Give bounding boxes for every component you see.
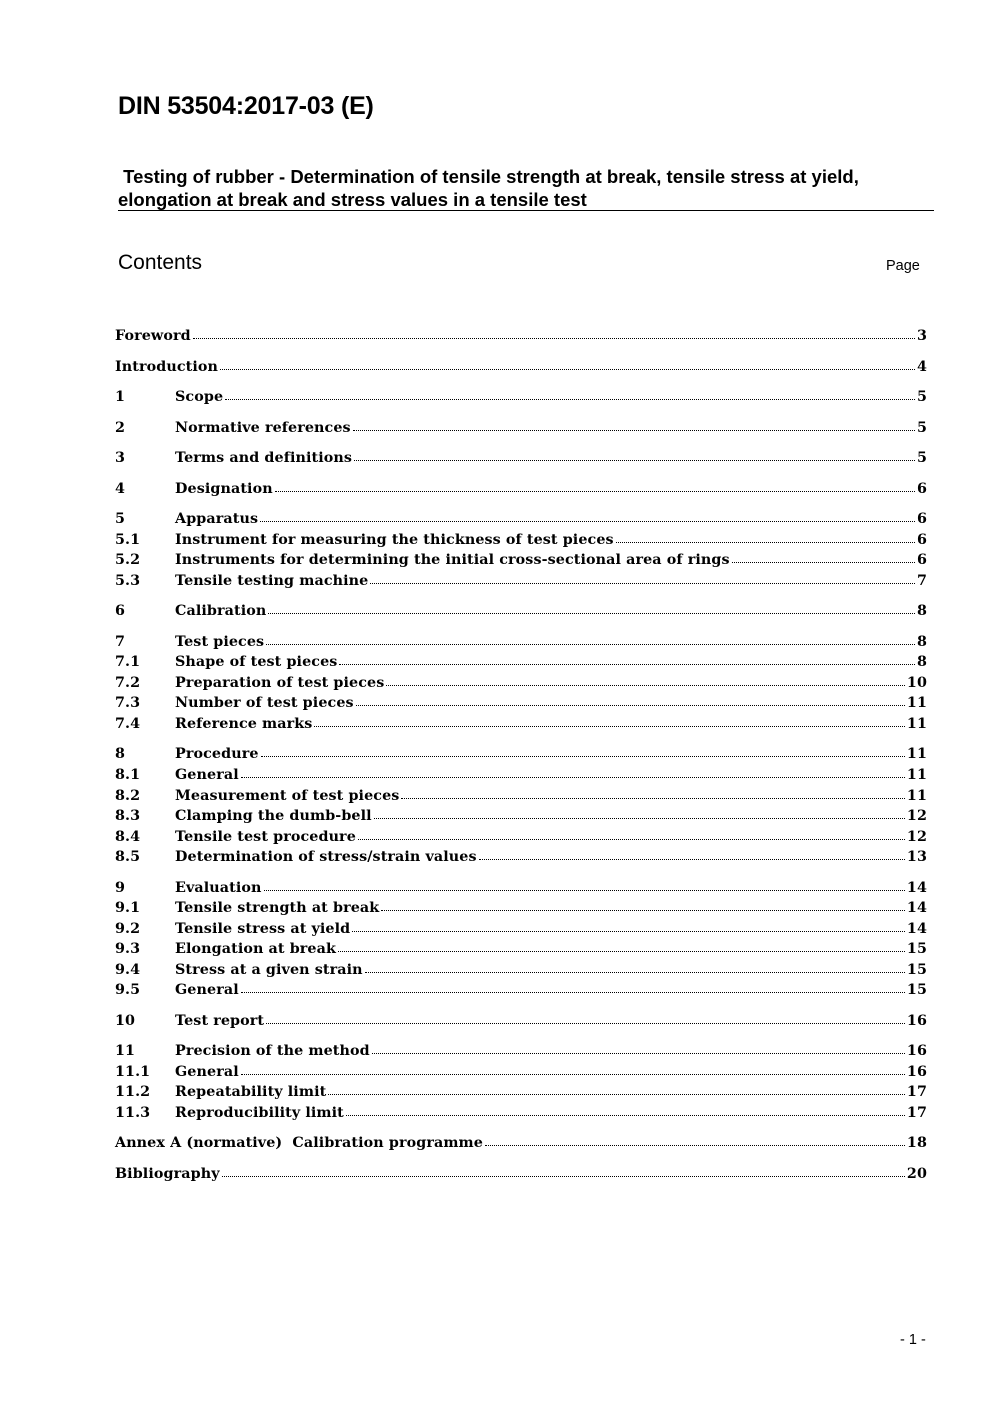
toc-entry-page: 5	[916, 420, 927, 436]
toc-entry[interactable]	[115, 552, 927, 572]
toc-entry-number: 9.1	[115, 900, 141, 916]
toc-entry[interactable]	[115, 603, 927, 623]
document-title-line-2: elongation at break and stress values in a tensile test	[118, 189, 587, 210]
toc-entry-title: Measurement of test pieces	[175, 788, 400, 804]
toc-entry-number: 9.3	[115, 941, 141, 957]
toc-entry[interactable]	[115, 921, 927, 941]
toc-entry-title: Procedure	[175, 746, 259, 762]
toc-entry-number: 2	[115, 420, 126, 436]
toc-dot-leader	[241, 776, 905, 778]
toc-entry[interactable]	[115, 654, 927, 674]
toc-entry[interactable]	[115, 675, 927, 695]
toc-entry-title: Determination of stress/strain values	[175, 849, 477, 865]
toc-entry-title: Repeatability limit	[175, 1084, 327, 1100]
toc-entry-title: Tensile strength at break	[175, 900, 380, 916]
toc-entry-page: 20	[906, 1166, 927, 1182]
toc-entry-page: 7	[916, 573, 927, 589]
toc-dot-leader	[314, 725, 904, 727]
toc-entry-page: 14	[906, 880, 927, 896]
toc-entry[interactable]	[115, 481, 927, 501]
toc-entry-page: 11	[906, 716, 927, 732]
toc-entry[interactable]	[115, 808, 927, 828]
document-title-line-1: Testing of rubber - Determination of tensile strength at break, tensile stress at yield,	[118, 166, 859, 187]
toc-entry[interactable]	[115, 1064, 927, 1084]
toc-entry-title: Shape of test pieces	[175, 654, 338, 670]
toc-entry[interactable]	[115, 573, 927, 593]
toc-dot-leader	[268, 612, 915, 614]
toc-entry-number: 8.2	[115, 788, 141, 804]
toc-entry[interactable]	[115, 829, 927, 849]
toc-entry-page: 11	[906, 788, 927, 804]
toc-entry[interactable]	[115, 716, 927, 736]
toc-entry-title: Precision of the method	[175, 1043, 370, 1059]
toc-entry-page: 14	[906, 900, 927, 916]
toc-entry-number: 7	[115, 634, 126, 650]
toc-dot-leader	[339, 663, 915, 665]
toc-dot-leader	[616, 541, 915, 543]
toc-entry[interactable]	[115, 1135, 927, 1155]
toc-entry[interactable]	[115, 634, 927, 654]
toc-dot-leader	[275, 490, 915, 492]
toc-entry-page: 3	[916, 328, 927, 344]
toc-entry-page: 8	[916, 654, 927, 670]
toc-dot-leader	[372, 1052, 905, 1054]
toc-entry-number: 7.1	[115, 654, 141, 670]
toc-entry-title: Tensile testing machine	[175, 573, 369, 589]
toc-entry[interactable]	[115, 389, 927, 409]
toc-entry-page: 6	[916, 511, 927, 527]
toc-entry-page: 17	[906, 1105, 927, 1121]
toc-dot-leader	[386, 684, 905, 686]
toc-entry-page: 8	[916, 634, 927, 650]
toc-entry-number: 5	[115, 511, 126, 527]
toc-entry-page: 10	[906, 675, 927, 691]
toc-entry-number: 4	[115, 481, 126, 497]
toc-entry-number: 8	[115, 746, 126, 762]
toc-dot-leader	[732, 561, 915, 563]
toc-entry[interactable]	[115, 880, 927, 900]
toc-entry-number: 11.2	[115, 1084, 151, 1100]
toc-entry[interactable]	[115, 1105, 927, 1125]
toc-dot-leader	[260, 520, 915, 522]
toc-entry-title: Test pieces	[175, 634, 265, 650]
toc-dot-leader	[353, 429, 915, 431]
toc-entry-page: 15	[906, 982, 927, 998]
toc-entry-number: 11.1	[115, 1064, 151, 1080]
toc-dot-leader	[225, 398, 915, 400]
toc-entry-page: 8	[916, 603, 927, 619]
toc-dot-leader	[261, 755, 905, 757]
toc-entry[interactable]	[115, 359, 927, 379]
toc-entry-number: 9.5	[115, 982, 141, 998]
toc-entry-page: 11	[906, 767, 927, 783]
toc-entry-number: 3	[115, 450, 126, 466]
toc-entry-number: 5.1	[115, 532, 141, 548]
toc-dot-leader	[222, 1175, 905, 1177]
toc-entry-page: 15	[906, 962, 927, 978]
toc-dot-leader	[381, 909, 905, 911]
toc-dot-leader	[374, 817, 905, 819]
toc-entry[interactable]	[115, 420, 927, 440]
toc-dot-leader	[266, 643, 915, 645]
toc-entry[interactable]	[115, 788, 927, 808]
toc-entry[interactable]	[115, 328, 927, 348]
page-column-heading: Page	[886, 258, 920, 274]
toc-entry[interactable]	[115, 1013, 927, 1033]
toc-entry-number: 11.3	[115, 1105, 151, 1121]
toc-entry-page: 12	[906, 829, 927, 845]
toc-entry-title: Introduction	[115, 359, 219, 375]
toc-entry-number: 9.2	[115, 921, 141, 937]
toc-entry-title: Instrument for measuring the thickness of test pieces	[175, 532, 614, 548]
toc-entry-title: Elongation at break	[175, 941, 337, 957]
toc-entry-page: 6	[916, 532, 927, 548]
toc-dot-leader	[241, 1073, 905, 1075]
toc-entry-title: Test report	[175, 1013, 265, 1029]
toc-entry-title: Normative references	[175, 420, 351, 436]
toc-entry-page: 17	[906, 1084, 927, 1100]
contents-heading: Contents	[118, 251, 203, 274]
toc-entry-title: Calibration	[175, 603, 267, 619]
toc-entry-page: 5	[916, 389, 927, 405]
toc-entry[interactable]	[115, 900, 927, 920]
document-id: DIN 53504:2017-03 (E)	[118, 92, 374, 120]
toc-dot-leader	[354, 459, 915, 461]
toc-dot-leader	[193, 337, 915, 339]
toc-entry-title: Apparatus	[175, 511, 259, 527]
toc-dot-leader	[356, 704, 905, 706]
toc-entry-title: Tensile stress at yield	[175, 921, 351, 937]
toc-entry[interactable]	[115, 695, 927, 715]
toc-entry[interactable]	[115, 511, 927, 531]
toc-entry-page: 16	[906, 1013, 927, 1029]
toc-entry-number: 8.1	[115, 767, 141, 783]
toc-entry[interactable]	[115, 746, 927, 766]
toc-entry-number: 5.3	[115, 573, 141, 589]
toc-entry-title: Number of test pieces	[175, 695, 354, 711]
toc-entry-title: Reference marks	[175, 716, 313, 732]
footer-page-number: - 1 -	[900, 1332, 926, 1348]
toc-entry[interactable]	[115, 941, 927, 961]
toc-entry-page: 6	[916, 481, 927, 497]
toc-entry-page: 11	[906, 746, 927, 762]
toc-entry-page: 11	[906, 695, 927, 711]
toc-entry-title: Clamping the dumb-bell	[175, 808, 372, 824]
toc-entry-title: General	[175, 982, 239, 998]
toc-entry[interactable]	[115, 532, 927, 552]
toc-entry-page: 14	[906, 921, 927, 937]
toc-entry-title: Tensile test procedure	[175, 829, 356, 845]
toc-dot-leader	[266, 1022, 905, 1024]
toc-entry-page: 12	[906, 808, 927, 824]
toc-entry-page: 5	[916, 450, 927, 466]
toc-entry-number: 9.4	[115, 962, 141, 978]
toc-entry-title: Annex A (normative) Calibration programme	[115, 1135, 483, 1151]
toc-dot-leader	[352, 930, 905, 932]
toc-dot-leader	[241, 991, 905, 993]
toc-entry[interactable]	[115, 982, 927, 1002]
toc-entry-number: 5.2	[115, 552, 141, 568]
toc-entry-number: 7.3	[115, 695, 141, 711]
toc-dot-leader	[358, 838, 905, 840]
toc-entry-title: Evaluation	[175, 880, 262, 896]
toc-dot-leader	[220, 368, 915, 370]
toc-entry[interactable]	[115, 1043, 927, 1063]
toc-dot-leader	[346, 1114, 905, 1116]
toc-dot-leader	[485, 1144, 905, 1146]
toc-dot-leader	[365, 971, 905, 973]
toc-dot-leader	[328, 1093, 905, 1095]
toc-entry[interactable]	[115, 849, 927, 869]
toc-entry-page: 16	[906, 1043, 927, 1059]
toc-entry-page: 6	[916, 552, 927, 568]
toc-entry-title: Foreword	[115, 328, 191, 344]
toc-entry-page: 16	[906, 1064, 927, 1080]
toc-entry-number: 9	[115, 880, 126, 896]
toc-entry-number: 8.5	[115, 849, 141, 865]
toc-entry-number: 6	[115, 603, 126, 619]
toc-entry-page: 18	[906, 1135, 927, 1151]
toc-entry-number: 11	[115, 1043, 136, 1059]
toc-entry-title: Scope	[175, 389, 224, 405]
toc-dot-leader	[338, 950, 905, 952]
toc-dot-leader	[479, 858, 905, 860]
toc-entry-page: 15	[906, 941, 927, 957]
toc-entry-title: Terms and definitions	[175, 450, 353, 466]
document-title	[118, 165, 934, 211]
toc-dot-leader	[401, 797, 904, 799]
toc-entry[interactable]	[115, 962, 927, 982]
toc-entry-page: 4	[916, 359, 927, 375]
toc-entry-title: Stress at a given strain	[175, 962, 363, 978]
toc-entry-title: Designation	[175, 481, 273, 497]
toc-entry-page: 13	[906, 849, 927, 865]
toc-entry[interactable]	[115, 1166, 927, 1186]
toc-entry-title: Preparation of test pieces	[175, 675, 385, 691]
toc-entry-number: 8.4	[115, 829, 141, 845]
toc-entry-number: 8.3	[115, 808, 141, 824]
toc-dot-leader	[370, 582, 915, 584]
toc-entry-title: Instruments for determining the initial cross-sectional area of rings	[175, 552, 730, 568]
toc-dot-leader	[264, 889, 905, 891]
toc-entry[interactable]	[115, 767, 927, 787]
toc-entry-title: Reproducibility limit	[175, 1105, 344, 1121]
toc-entry-number: 7.2	[115, 675, 141, 691]
title-underline	[118, 210, 934, 211]
toc-entry-number: 10	[115, 1013, 136, 1029]
toc-entry-title: Bibliography	[115, 1166, 220, 1182]
toc-entry-title: General	[175, 1064, 239, 1080]
toc-entry[interactable]	[115, 1084, 927, 1104]
toc-entry[interactable]	[115, 450, 927, 470]
toc-entry-number: 1	[115, 389, 126, 405]
toc-entry-number: 7.4	[115, 716, 141, 732]
toc-entry-title: General	[175, 767, 239, 783]
